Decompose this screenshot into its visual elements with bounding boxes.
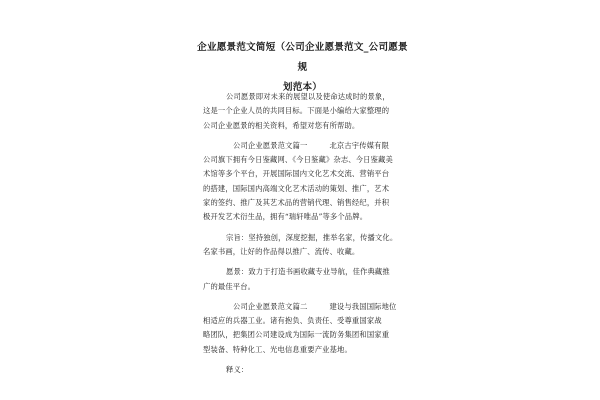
sample-two-first-text: 建设与我国国际地位: [329, 301, 397, 311]
text-line: 这是一个企业人员的共同目标。下面是小编给大家整理的: [203, 106, 390, 116]
document-body: [203, 90, 408, 383]
title-line-1: 企业愿景范文简短（公司企业愿景范文_公司愿景规: [197, 42, 408, 73]
title-line-2: 划范本）: [282, 82, 323, 93]
text-line: 相适应的兵器工业。诸有抱负、负责任、受尊重国家战: [203, 316, 382, 326]
vision-paragraph: [203, 265, 408, 294]
sample-two-heading-line: [203, 300, 408, 314]
sample-one-paragraph: [203, 139, 408, 225]
text-line: 公司企业愿景的相关资料，希望对您有所帮助。: [203, 120, 360, 130]
tenet-paragraph: [203, 231, 408, 260]
text-line: 术馆等多个平台，开展国际国内文化艺术交流、营销平台: [203, 169, 390, 179]
sample-one-heading: 公司企业愿景范文篇一: [233, 140, 308, 150]
text-line: 极开发艺术衍生品，拥有“瑞轩唯品”等多个品牌。: [203, 212, 368, 222]
text-line: 型装备、特种化工、光电信息重要产业基地。: [203, 344, 352, 354]
document-title: [195, 38, 410, 98]
sample-two-paragraph: [203, 300, 408, 357]
text-line: 公司旗下拥有今日鉴藏网、《今日鉴藏》杂志、今日鉴藏美: [203, 155, 393, 165]
text-line: 家的签约、推广及其艺术品的营销代理、销售经纪，并积: [203, 198, 390, 208]
text-line: 愿景：致力于打造书画收藏专业导航，佳作典藏推: [226, 267, 390, 277]
text-line: 的搭建，国际国内高端文化艺术活动的策划、推广，艺术: [203, 183, 390, 193]
text-line: 名家书画，让好的作品得以推广、流传、收藏。: [203, 246, 360, 256]
explain-label: 释义：: [226, 365, 249, 375]
sample-one-company: 北京古宇传媒有限: [329, 140, 390, 150]
sample-two-heading: 公司企业愿景范文篇二: [233, 301, 308, 311]
text-line: 略团队，把集团公司建设成为国际一流防务集团和国家重: [203, 330, 390, 340]
sample-one-heading-line: [203, 139, 408, 153]
text-line: 公司愿景即对未来的展望以及使命达成时的景象，: [226, 92, 390, 101]
intro-paragraph: [203, 90, 408, 133]
text-line: 广的最佳平台。: [203, 281, 256, 291]
explain-paragraph: [203, 363, 408, 377]
text-line: 宗旨：坚持独创，深度挖掘，推举名家，传播文化。: [226, 232, 398, 242]
